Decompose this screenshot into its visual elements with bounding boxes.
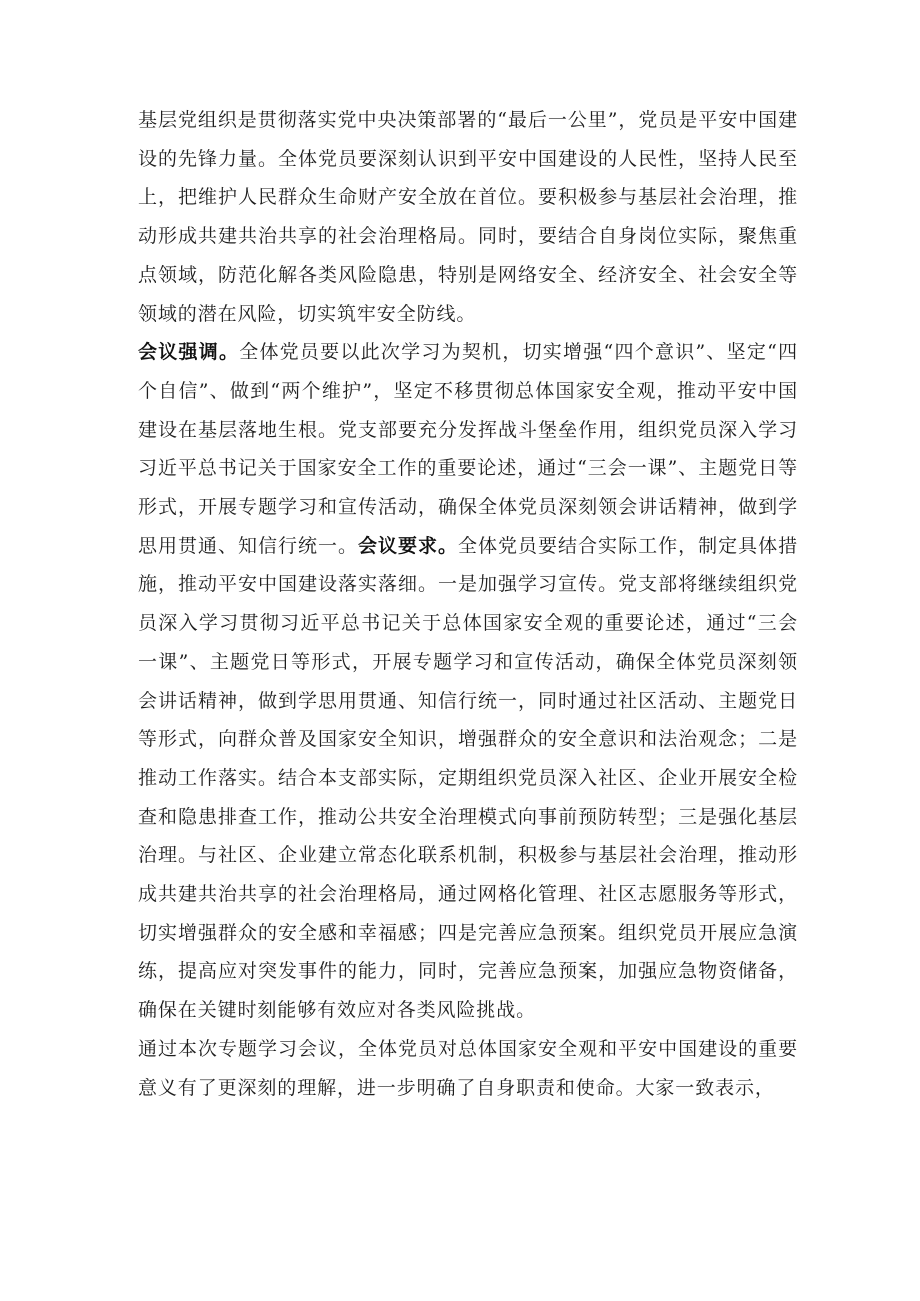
paragraph-text: 通过本次专题学习会议，全体党员对总体国家安全观和平安中国建设的重要意义有了更深刻的理解，进一步明确了自身职责和使命。大家一致表示， xyxy=(138,1037,798,1099)
paragraph-text: 全体党员要以此次学习为契机，切实增强“四个意识”、坚定“四个自信”、做到“两个维护”，坚定不移贯彻总体国家安全观，推动平安中国建设在基层落地生根。党支部要充分发挥战斗堡垒作用，组织党员深入学习习近平总书记关于国家安全工作的重要论述，通过“三会一课”、主题党日等形式，开展专题学习和宣传活动，确保全体党员深刻领会讲话精神，做到学思用贯通、知信行统一。 xyxy=(138,341,798,557)
paragraph-text: 全体党员要结合实际工作，制定具体措施，推动平安中国建设落实落细。一是加强学习宣传。党支部将继续组织党员深入学习贯彻习近平总书记关于总体国家安全观的重要论述，通过“三会一课”、主题党日等形式，开展专题学习和宣传活动，确保全体党员深刻领会讲话精神，做到学思用贯通、知信行统一，同时通过社区活动、主题党日等形式，向群众普及国家安全知识，增强群众的安全意识和法治观念；二是推动工作落实。结合本支部实际，定期组织党员深入社区、企业开展安全检查和隐患排查工作，推动公共安全治理模式向事前预防转型；三是强化基层治理。与社区、企业建立常态化联系机制，积极参与基层社会治理，推动形成共建共治共享的社会治理格局，通过网格化管理、社区志愿服务等形式，切实增强群众的安全感和幸福感；四是完善应急预案。组织党员开展应急演练，提高应对突发事件的能力，同时，完善应急预案，加强应急物资储备，确保在关键时刻能够有效应对各类风险挑战。 xyxy=(138,534,798,1022)
paragraph-grassroots xyxy=(138,101,798,333)
document-body xyxy=(138,101,798,1107)
paragraph-text: 基层党组织是贯彻落实党中央决策部署的“最后一公里”，党员是平安中国建设的先锋力量。全体党员要深刻认识到平安中国建设的人民性，坚持人民至上，把维护人民群众生命财产安全放在首位。要积极参与基层社会治理，推动形成共建共治共享的社会治理格局。同时，要结合自身岗位实际，聚焦重点领域，防范化解各类风险隐患，特别是网络安全、经济安全、社会安全等领域的潜在风险，切实筑牢安全防线。 xyxy=(138,109,798,325)
heading-meeting-requirements: 会议要求。 xyxy=(358,534,459,557)
heading-meeting-emphasis: 会议强调。 xyxy=(138,341,240,364)
paragraph-meeting-emphasis xyxy=(138,333,798,1030)
paragraph-conclusion xyxy=(138,1030,798,1107)
